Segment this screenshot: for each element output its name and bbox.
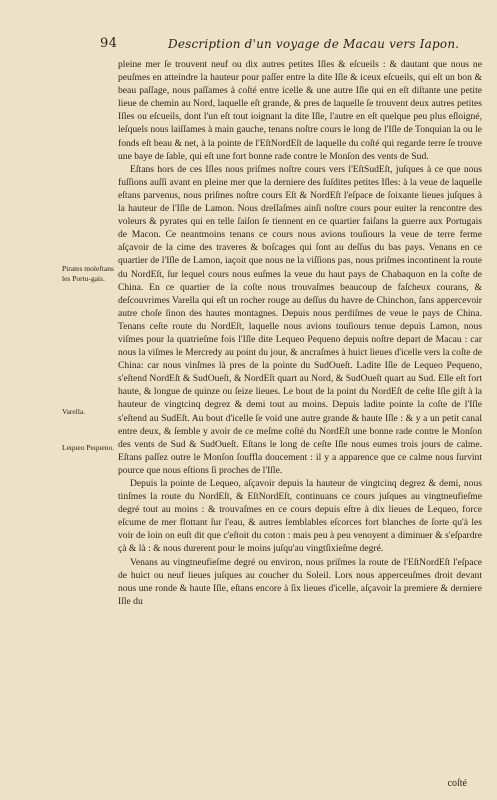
body-text <box>118 58 482 608</box>
running-title: Description d'un voyage de Macau vers Iapon. <box>168 37 460 51</box>
paragraph: Depuis la pointe de Lequeo, aſçavoir depuis la hauteur de vingtcinq degrez & demi, nous tinſmes la route du NordEſt, & EſtNordEſt, continuans ce cours juſques au vingtneufieſme degré tout au moins : & trouvaſmes en ce cours depuis eſtre à dix lieues de Lequeo, force eſcume de mer flottant ſur l'eau, & autres ſemblables eſcorces fort blanches de ſorte qu'à les voir de loin on euſt dit que c'eſtoit du coton : mais peu à peu venoyent a diminuer & s'eſpardre çà & là : & nous durerent pour le moins juſqu'au vingtſixieſme degré. <box>118 478 482 555</box>
margin-note-pirates: Pirates moleftans les Portu-gais. <box>62 264 114 283</box>
paragraph: pleine mer ſe trouvent neuf ou dix autres petites Iſles & eſcueils : & dautant que nous ne peuſmes en atteindre la hauteur pour paſſer entre la dite Iſle & iceux eſcueils, qui eſt un bon & beau paſſage, nous paſſames à coſté entre icelle & une autre Iſle qui en eſt diſtante une petite lieue de chemin au Nord, laquelle eſt grande, & pres de laquelle ſe trouvent deux autres petites Iſles ou eſcueils, dont l'un eſt tout ioignant la dite Iſle, l'autre en eſt quelque peu plus eſloigné, leſquels nous laiſſames à main gauche, tenans noſtre cours le long de l'Iſle de Tonquian la ou le fonds eſt beau & net, à la pointe de l'EſtNordEſt de laquelle du coſté qui regarde terre ſe trouve une baye de ſable, qui eſt une fort bonne rade contre le Monſon des vents de Sud. <box>118 59 482 162</box>
paragraph: Venans au vingtneufieſme degré ou environ, nous priſmes la route de l'EſtNordEſt l'eſpace de huict ou neuf lieues juſques au coucher du Soleil. Lors nous apperceuſmes droit devant nous une ronde & haute Iſle, eſtans encore à ſix lieues d'icelle, aſçavoir la premiere & derniere Iſle du <box>118 556 482 607</box>
catchword: coſté <box>447 778 467 789</box>
margin-note-varella: Varella. <box>62 407 86 416</box>
margin-note-lequeo: Lequeo Pequeno. <box>62 443 115 452</box>
paragraph: Eſtans hors de ces Iſles nous priſmes noſtre cours vers l'EſtSudEſt, juſques à ce que nous fuſſions auſſi avant en pleine mer que la derniere des ſuſdites petites Iſles: à la veue de laquelle eſtans parvenus, nous priſmes noſtre cours Eſt & NordEſt l'eſpace de ſoixante lieues juſques à la hauteur de l'Iſle de Lamon. Nous dreſſaſmes ainſi noſtre cours pour euiter la rencontre des voleurs & pyrates qui en telle ſaiſon ſe tiennent en ce quartier faiſans la guerre aux Portugais de Macon. Ce neantmoins tenans ce cours nous avions touſiours la veue de terre ferme aſçavoir de la cime des traveres & boſcages qui ſont au deſſus du bas pays. Venans en ce quartier de l'Iſle de Lamon, iaçoit que nous ne la viſſions pas, nous priſmes incontinent la route du NordEſt, ſur lequel cours nous euſmes la veue du haut pays de Chabaquon en la coſte de China. En ce quartier de la coſte nous trouvaſmes beaucoup de faſcheux courans, & deſcouvrimes Varella qui eſt un rocher rouge au deſſus du havre de Chinchon, ſans appercevoir autre choſe ſinon des hautes montagnes. Depuis nous perdiſmes de veue le pays de China. Tenans ceſte route du NordEſt, laquelle nous avions touſiours tenue depuis Lamon, nous viſmes pour la quatrieſme fois l'Iſle dite Lequeo Pequeno depuis noſtre depart de Macau : car nous la viſmes le Mercredy au point du jour, & ancraſmes à huict lieues d'icelle vers la coſte de China: car nous vinſmes là pres de la pointe du SudOueſt. Ladite Iſle de Lequeo Pequeno, s'eſtend NordEſt & SudOueſt, & NordEſt quart au Nord, & SudOueſt quart au Sud. Elle eſt fort haute, & longue de quinze ou ſeize lieues. Le bout de la point du NordEſt de ceſte Iſle giſt à la hauteur de vingtcinq degrez & demi tout au moins. Depuis ladite pointe la coſte de l'Iſle s'eſtend au SudEſt. Au bout d'icelle ſe void une autre grande & haute Iſle : & y a un petit canal entre deux, & ſemble y avoir de ce meſme coſté du NordEſt une bonne rade contre le Monſon des vents de Sud & SudOueſt. Eſtans le long de ceſte Iſle nous eumes trois jours de calme. Eſtans paſſez outre le Monſon ſouffla doucement : il y a apparence que ce calme nous ſurvint pource que nous eſtions ſi proches de l'Iſle. <box>118 163 482 476</box>
running-head <box>0 36 497 54</box>
page-number: 94 <box>100 36 118 51</box>
